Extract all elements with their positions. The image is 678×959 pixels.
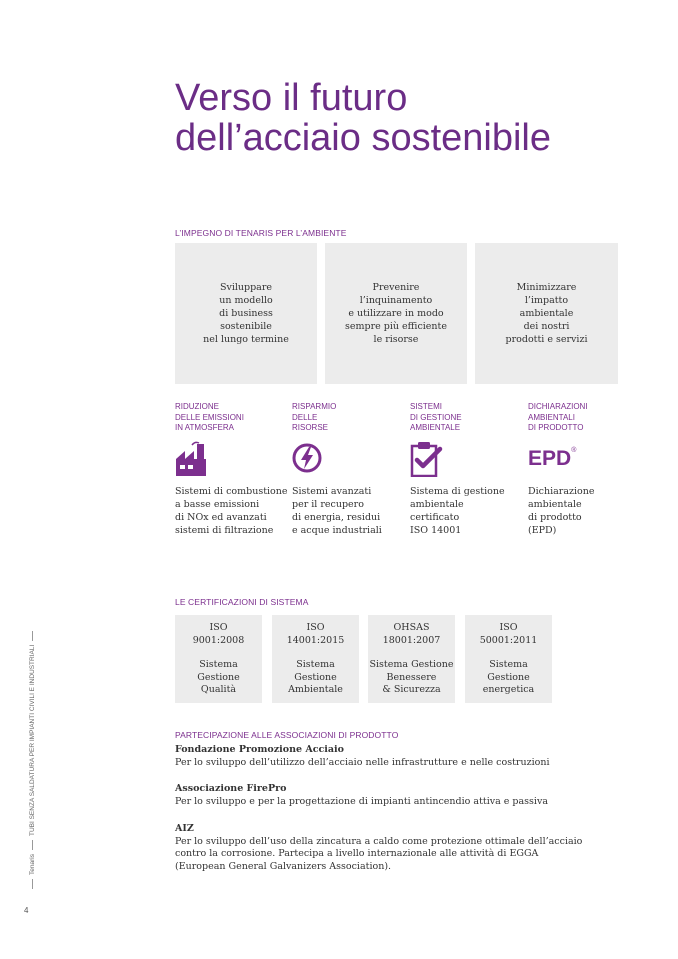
association-name: Fondazione Promozione Acciaio [175, 744, 344, 755]
epd-logo [528, 441, 588, 477]
commitment-box-text: Sviluppare un modello di business sostenibile nel lungo termine [203, 282, 289, 345]
side-running-header [29, 627, 36, 893]
association-item [175, 823, 615, 873]
category-desc-declarations: Dichiarazione ambientale di prodotto (EPD) [528, 486, 595, 536]
association-desc: Per lo sviluppo e per la progettazione di impianti antincendio attiva e passiva [175, 795, 548, 807]
commitment-box-text: Prevenire l’inquinamento e utilizzare in modo sempre più efficiente le risorse [345, 282, 447, 345]
category-desc-management: Sistema di gestione ambientale certificato ISO 14001 [410, 486, 505, 536]
certification-code: OHSAS 18001:2007 [382, 622, 441, 646]
certification-name: Sistema Gestione energetica [482, 659, 535, 695]
category-label-emissions: RIDUZIONE DELLE EMISSIONI IN ATMOSFERA [175, 402, 244, 432]
page-title-line-1: Verso il futuro [175, 77, 408, 119]
category-desc-resources: Sistemi avanzati per il recupero di energia, residui e acque industriali [292, 486, 382, 536]
registered-mark: ® [571, 447, 577, 454]
category-desc-emissions: Sistemi di combustione a basse emissioni di NOx ed avanzati sistemi di filtrazione [175, 486, 288, 536]
separator [32, 879, 33, 889]
certification-name: Sistema Gestione Qualità [197, 659, 240, 695]
certifications-section-label: LE CERTIFICAZIONI DI SISTEMA [175, 597, 309, 607]
certification-box [368, 615, 455, 703]
clipboard-check-icon [410, 441, 470, 477]
energy-icon [292, 441, 352, 477]
commitment-box [175, 243, 317, 384]
factory-icon [175, 441, 235, 477]
page-number: 4 [24, 906, 29, 915]
certification-code: ISO 50001:2011 [479, 622, 538, 646]
certification-code: ISO 9001:2008 [192, 622, 245, 646]
association-desc: Per lo sviluppo dell’uso della zincatura a caldo come protezione ottimale dell’acciaio contro la corrosione. Partecipa a livello internazionale alle attività di EGGA (European General Galvanizers Association). [175, 835, 583, 872]
commitment-box-text: Minimizzare l’impatto ambientale dei nostri prodotti e servizi [505, 282, 588, 345]
category-label-resources: RISPARMIO DELLE RISORSE [292, 402, 337, 432]
side-brand: Tenaris [29, 854, 36, 875]
association-desc: Per lo sviluppo dell’utilizzo dell’acciaio nelle infrastrutture e nelle costruzioni [175, 756, 550, 768]
association-name: AIZ [175, 823, 194, 834]
certification-box [175, 615, 262, 703]
category-label-management: SISTEMI DI GESTIONE AMBIENTALE [410, 402, 462, 432]
association-item [175, 783, 615, 808]
separator [32, 631, 33, 641]
certification-code: ISO 14001:2015 [286, 622, 345, 646]
association-item [175, 744, 615, 769]
page-title-line-2: dell’acciaio sostenibile [175, 117, 551, 159]
commitment-box [475, 243, 618, 384]
commitment-box [325, 243, 467, 384]
certification-name: Sistema Gestione Benessere & Sicurezza [369, 659, 454, 695]
associations-section-label: PARTECIPAZIONE ALLE ASSOCIAZIONI DI PRODOTTO [175, 730, 399, 740]
certification-box [272, 615, 359, 703]
category-label-declarations: DICHIARAZIONI AMBIENTALI DI PRODOTTO [528, 402, 588, 432]
epd-logo-text: EPD [528, 447, 572, 470]
commitment-section-label: L’IMPEGNO DI TENARIS PER L’AMBIENTE [175, 228, 347, 238]
certification-box [465, 615, 552, 703]
separator [32, 840, 33, 850]
page-title [175, 78, 551, 158]
side-doc-title: TUBI SENZA SALDATURA PER IMPIANTI CIVILI E INDUSTRIALI [29, 644, 36, 837]
certification-name: Sistema Gestione Ambientale [288, 659, 343, 695]
association-name: Associazione FirePro [175, 783, 287, 794]
